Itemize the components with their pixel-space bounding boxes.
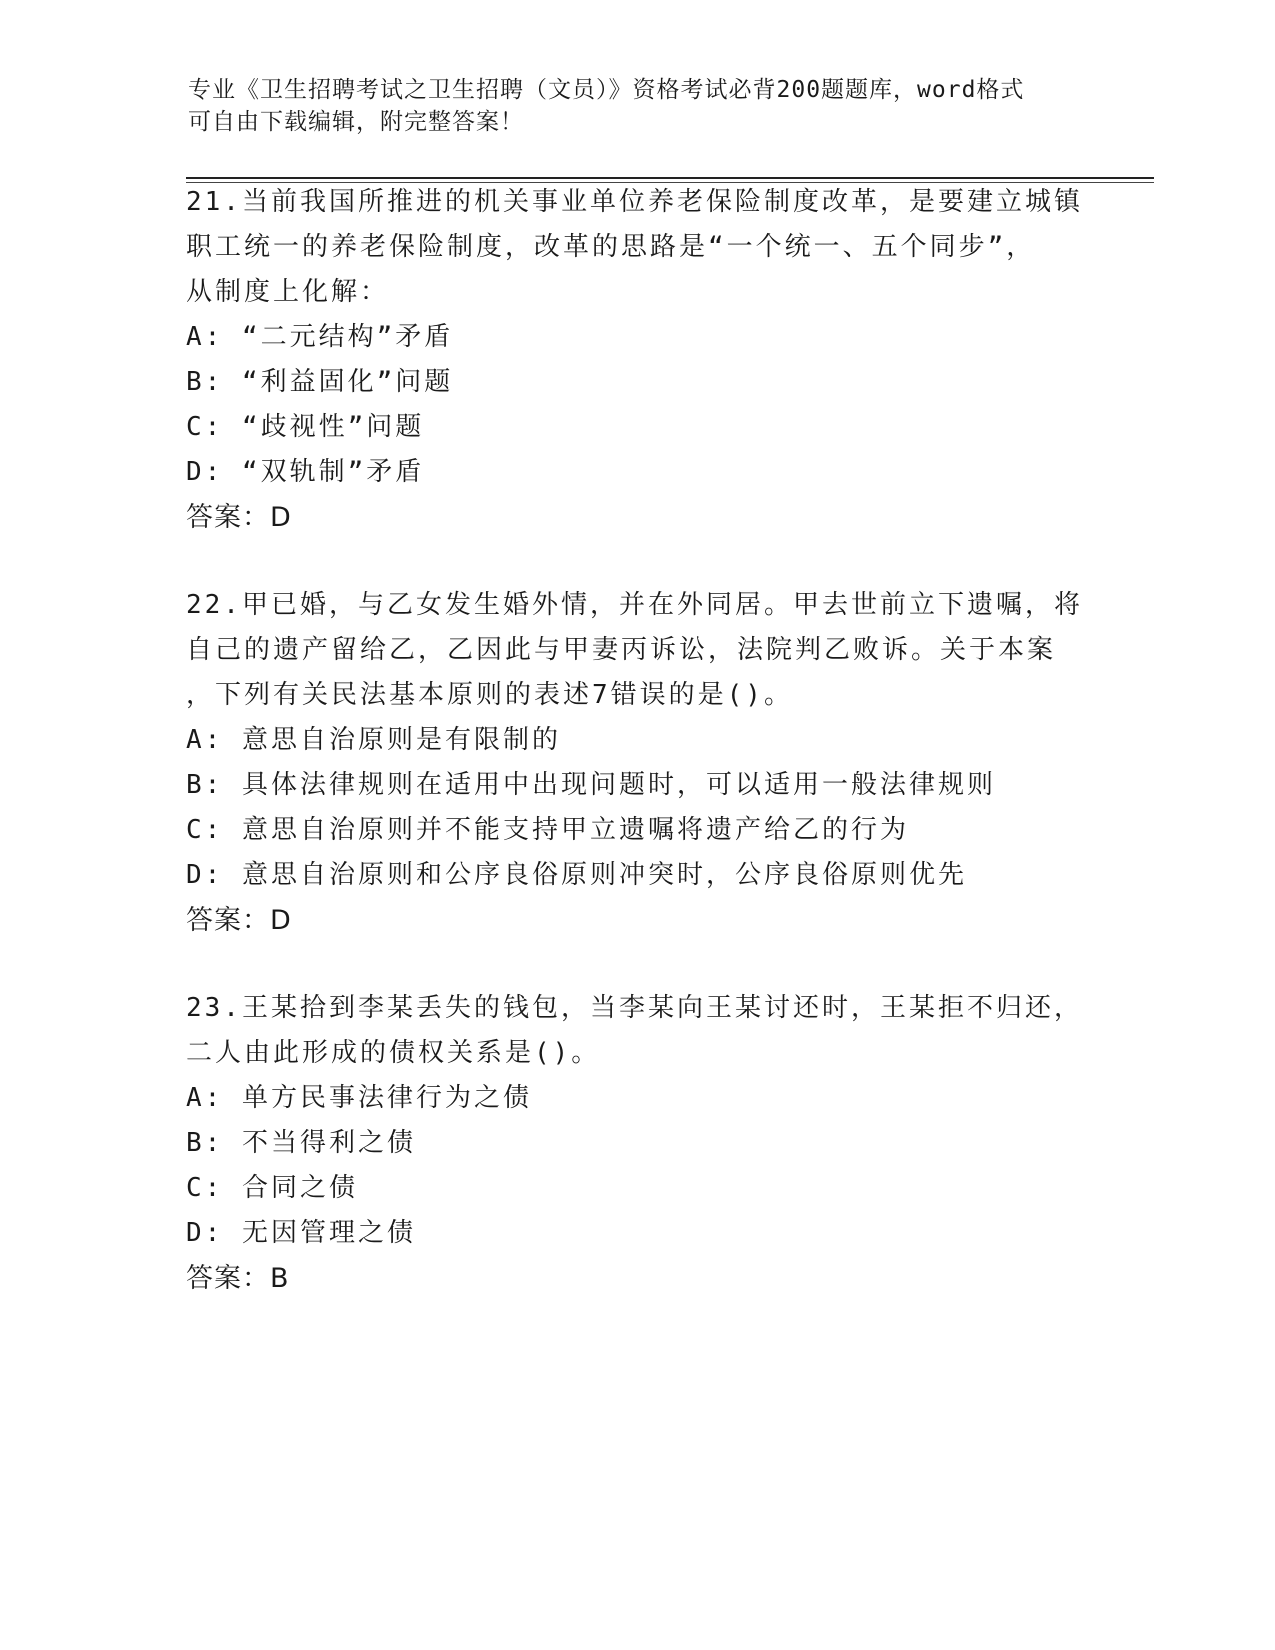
question-text-line: 从制度上化解： [186,277,390,307]
question-23 [186,986,1086,1301]
answer-text: 答案：D [186,905,292,936]
option-b: B: “利益固化”问题 [186,367,454,397]
document-header [188,74,1068,138]
header-line-2: 可自由下载编辑，附完整答案！ [188,109,524,135]
question-text-line: 21.当前我国所推进的机关事业单位养老保险制度改革，是要建立城镇 [186,187,1083,217]
option-c: C: 合同之债 [186,1173,358,1203]
option-b: B: 不当得利之债 [186,1128,416,1158]
option-a: A: 单方民事法律行为之债 [186,1083,532,1113]
option-d: D: “双轨制”矛盾 [186,457,425,487]
header-line-1: 专业《卫生招聘考试之卫生招聘（文员）》资格考试必背200题题库，word格式 [188,77,1025,103]
question-text-line: 22.甲已婚，与乙女发生婚外情，并在外同居。甲去世前立下遗嘱，将 [186,590,1083,620]
header-divider-thick [186,177,1154,179]
option-a: A: 意思自治原则是有限制的 [186,725,561,755]
question-text-line: 自己的遗产留给乙，乙因此与甲妻丙诉讼，法院判乙败诉。关于本案 [186,635,1057,665]
option-d: D: 无因管理之债 [186,1218,416,1248]
option-c: C: 意思自治原则并不能支持甲立遗嘱将遗产给乙的行为 [186,815,909,845]
option-d: D: 意思自治原则和公序良俗原则冲突时，公序良俗原则优先 [186,860,967,890]
question-21 [186,180,1086,540]
answer-text: 答案：B [186,1263,290,1294]
option-c: C: “歧视性”问题 [186,412,425,442]
question-text-line: 职工统一的养老保险制度，改革的思路是“一个统一、五个同步”， [186,232,1036,262]
question-text-line: ，下列有关民法基本原则的表述7错误的是()。 [186,680,793,710]
answer-text: 答案：D [186,502,292,533]
question-text-line: 23.王某拾到李某丢失的钱包，当李某向王某讨还时，王某拒不归还， [186,993,1083,1023]
option-b: B: 具体法律规则在适用中出现问题时，可以适用一般法律规则 [186,770,996,800]
option-a: A: “二元结构”矛盾 [186,322,454,352]
question-22 [186,583,1086,943]
question-text-line: 二人由此形成的债权关系是()。 [186,1038,601,1068]
